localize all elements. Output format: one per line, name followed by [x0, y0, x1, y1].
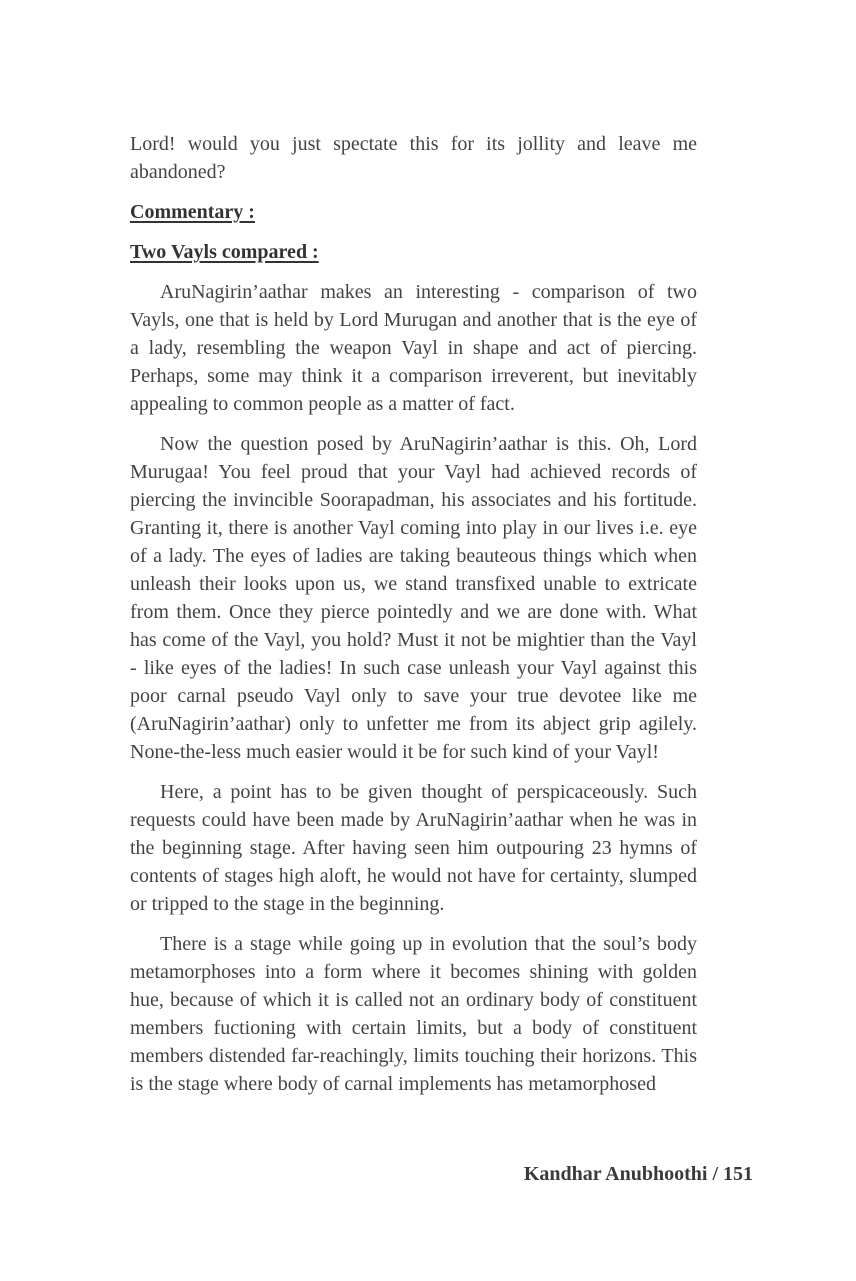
paragraph-point-of-thought: Here, a point has to be given thought of perspicaceously. Such requests could have been made by AruNagirin’aathar when he was in the beginning stage. After having seen him outpouring 23 hymns of contents of stages high aloft, he would not have for certainty, slumped or tripped to the stage in the beginning.: [130, 781, 697, 915]
heading-commentary: Commentary :: [130, 201, 255, 223]
continuation-paragraph: Lord! would you just spectate this for its jollity and leave me abandoned?: [130, 133, 697, 183]
page-body: [130, 130, 697, 1110]
heading-two-vayls-compared: Two Vayls compared :: [130, 241, 319, 263]
paragraph-vayl-comparison: AruNagirin’aathar makes an interesting - comparison of two Vayls, one that is held by Lord Murugan and another that is the eye of a lady, resembling the weapon Vayl in shape and act of piercing. Perhaps, some may think it a comparison irreverent, but inevitably appealing to common people as a matter of fact.: [130, 281, 697, 415]
running-footer-page-number: Kandhar Anubhoothi / 151: [523, 1163, 753, 1185]
paragraph-question-posed: Now the question posed by AruNagirin’aathar is this. Oh, Lord Murugaa! You feel proud that your Vayl had achieved records of piercing the invincible Soorapadman, his associates and his fortitude. Granting it, there is another Vayl coming into play in our lives i.e. eye of a lady. The eyes of ladies are taking beauteous things which when unleash their looks upon us, we stand transfixed unable to extricate from them. Once they pierce pointedly and we are done with. What has come of the Vayl, you hold? Must it not be mightier than the Vayl - like eyes of the ladies! In such case unleash your Vayl against this poor carnal pseudo Vayl only to save your true devotee like me (AruNagirin’aathar) only to unfetter me from its abject grip agilely. None-the-less much easier would it be for such kind of your Vayl!: [130, 433, 697, 763]
paragraph-stage-of-evolution: There is a stage while going up in evolution that the soul’s body metamorphoses into a form where it becomes shining with golden hue, because of which it is called not an ordinary body of constituent members fuctioning with certain limits, but a body of constituent members distended far-reachingly, limits touching their horizons. This is the stage where body of carnal implements has metamorphosed: [130, 933, 697, 1095]
